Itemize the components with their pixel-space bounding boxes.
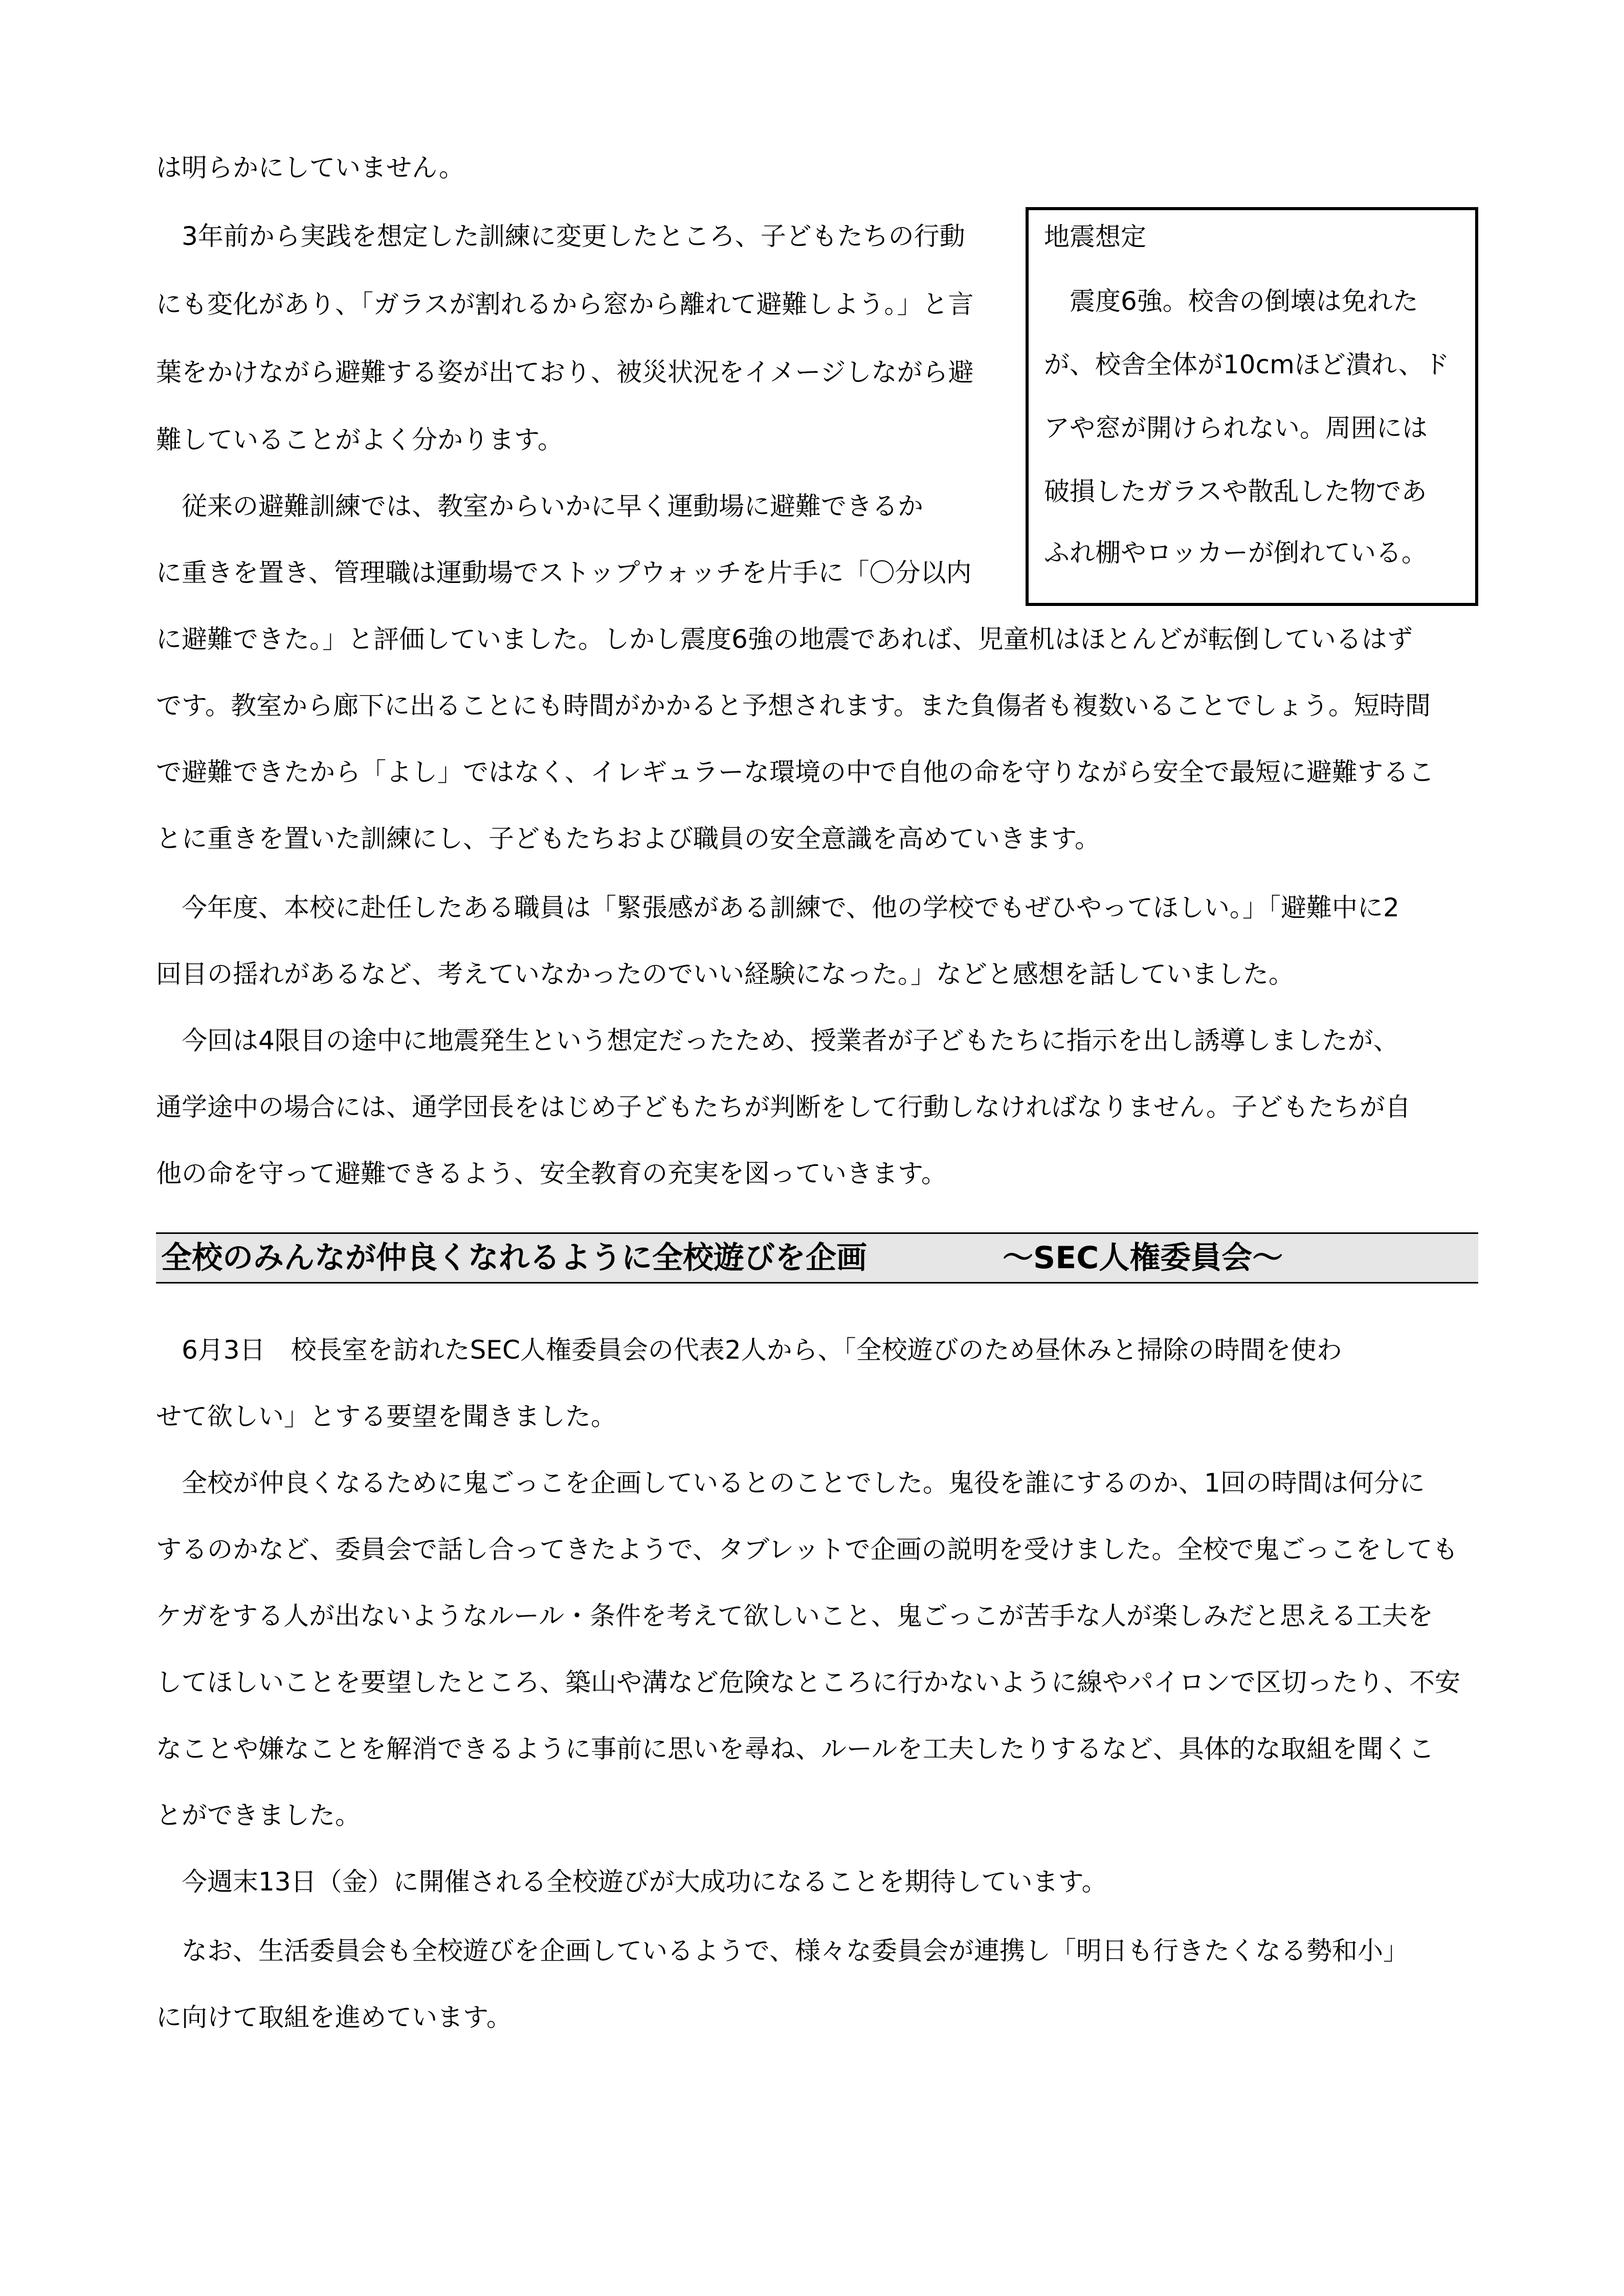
text-line: せて欲しい」とする要望を聞きました。 (156, 1402, 616, 1431)
text-line: ケガをする人が出ないようなルール・条件を考えて欲しいこと、鬼ごっこが苦手な人が楽しみだと思える工夫を (156, 1601, 1433, 1631)
section-title: 全校のみんなが仲良くなれるように全校遊びを企画 (161, 1240, 867, 1276)
text-line: です。教室から廊下に出ることにも時間がかかると予想されます。また負傷者も複数いることでしょう。短時間 (156, 691, 1431, 721)
text-line: 今回は4限目の途中に地震発生という想定だったため、授業者が子どもたちに指示を出し誘導しましたが、 (156, 1026, 1399, 1055)
text-line: なお、生活委員会も全校遊びを企画しているようで、様々な委員会が連携し「明日も行きたくなる勢和小」 (156, 1936, 1409, 1966)
text-line: 通学途中の場合には、通学団長をはじめ子どもたちが判断をして行動しなければなりません。子どもたちが自 (156, 1092, 1411, 1122)
section-heading (156, 1232, 1478, 1284)
text-line: で避難できたから「よし」ではなく、イレギュラーな環境の中で自他の命を守りながら安全で最短に避難するこ (156, 757, 1434, 787)
box-line: 破損したガラスや散乱した物であ (1044, 477, 1427, 506)
text-line: 今年度、本校に赴任したある職員は「緊張感がある訓練で、他の学校でもぜひやってほしい。」「避難中に2 (156, 893, 1399, 922)
text-line: は明らかにしていません。 (156, 153, 464, 183)
text-line: なことや嫌なことを解消できるように事前に思いを尋ね、ルールを工夫したりするなど、具体的な取組を聞くこ (156, 1734, 1434, 1764)
text-line: に向けて取組を進めています。 (156, 2002, 512, 2032)
text-line: するのかなど、委員会で話し合ってきたようで、タブレットで企画の説明を受けました。全校で鬼ごっこをしても (156, 1535, 1458, 1564)
section-subtitle: ～SEC人権委員会～ (1003, 1240, 1283, 1276)
text-line: 3年前から実践を想定した訓練に変更したところ、子どもたちの行動 (156, 221, 965, 251)
box-line: アや窓が開けられない。周囲には (1044, 413, 1428, 443)
text-line: にも変化があり、「ガラスが割れるから窓から離れて避難しよう。」と言 (156, 289, 974, 319)
text-line: 全校が仲良くなるために鬼ごっこを企画しているとのことでした。鬼役を誰にするのか、1回の時間は何分に (156, 1468, 1425, 1498)
text-line: に重きを置き、管理職は運動場でストップウォッチを片手に「〇分以内 (156, 558, 972, 588)
text-line: 難していることがよく分かります。 (156, 425, 563, 455)
text-line: に避難できた。」と評価していました。しかし震度6強の地震であれば、児童机はほとんどが転倒しているはず (156, 624, 1413, 654)
box-line: ふれ棚やロッカーが倒れている。 (1044, 538, 1427, 568)
box-line: が、校舎全体が10cmほど潰れ、ド (1044, 350, 1450, 379)
box-line: 震度6強。校舎の倒壊は免れた (1044, 286, 1418, 316)
earthquake-scenario-box (1026, 207, 1478, 606)
text-line: 従来の避難訓練では、教室からいかに早く運動場に避難できるか (156, 491, 923, 521)
text-line: とができました。 (156, 1800, 361, 1830)
box-title: 地震想定 (1044, 222, 1146, 252)
text-line: 6月3日 校長室を訪れたSEC人権委員会の代表2人から、「全校遊びのため昼休みと掃除の時間を使わ (156, 1335, 1342, 1365)
text-line: 今週末13日（金）に開催される全校遊びが大成功になることを期待しています。 (156, 1867, 1107, 1897)
text-line: 葉をかけながら避難する姿が出ており、被災状況をイメージしながら避 (156, 357, 974, 387)
text-line: とに重きを置いた訓練にし、子どもたちおよび職員の安全意識を高めていきます。 (156, 824, 1100, 853)
text-line: 回目の揺れがあるなど、考えていなかったのでいい経験になった。」などと感想を話していました。 (156, 959, 1294, 989)
text-line: 他の命を守って避難できるよう、安全教育の充実を図っていきます。 (156, 1159, 947, 1188)
text-line: してほしいことを要望したところ、築山や溝など危険なところに行かないように線やパイロンで区切ったり、不安 (156, 1668, 1460, 1697)
